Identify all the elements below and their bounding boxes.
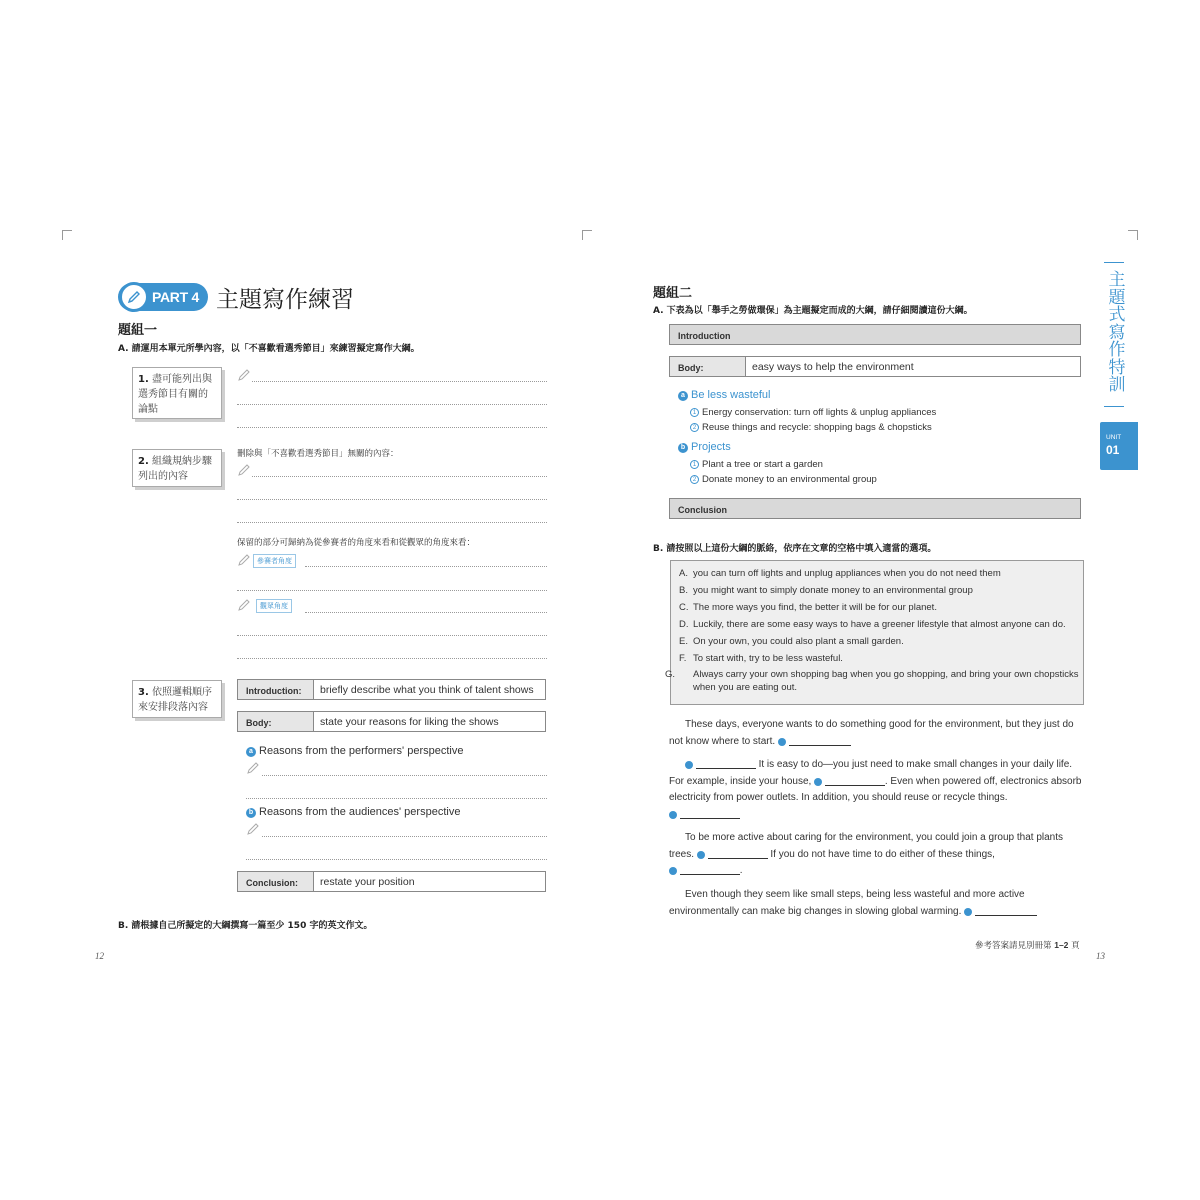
page-number-left: 12 — [95, 951, 104, 961]
step-box-3 — [132, 680, 222, 718]
option-item: D. Luckily, there are some easy ways to have a greener lifestyle that almost anyone can do. — [679, 619, 1066, 630]
pencil-icon — [246, 822, 260, 836]
writing-line[interactable] — [262, 775, 547, 776]
writing-line[interactable] — [246, 859, 547, 860]
crop-mark — [582, 230, 592, 240]
option-item: E. On your own, you could also plant a small garden. — [679, 636, 904, 647]
marker-b: b — [246, 808, 256, 818]
outline-item — [690, 459, 823, 470]
pencil-icon — [237, 598, 251, 612]
pencil-icon — [237, 368, 251, 382]
answer-reference: 參考答案請見別冊第 1–2 頁 — [975, 940, 1080, 951]
marker-b: b — [678, 443, 688, 453]
page-number-right: 13 — [1096, 951, 1105, 961]
writing-line[interactable] — [252, 381, 547, 382]
writing-line[interactable] — [246, 798, 547, 799]
pencil-circle-icon — [119, 282, 149, 312]
head-b-text: Projects — [691, 441, 731, 453]
passage-paragraph-2: 2 It is easy to do—you just need to make small changes in your daily life. For example, inside your house, 3 . Even when powered off, electronics absorb electricity from power outlets. In addition, you should reuse or recycle things. 4 — [669, 759, 1082, 818]
right-conclusion-row — [669, 498, 1081, 519]
pencil-icon — [237, 463, 251, 477]
pencil-icon — [237, 553, 251, 567]
step-box-1 — [132, 367, 222, 419]
options-box — [665, 560, 1084, 705]
outline-item — [690, 407, 936, 418]
option-item: C. The more ways you find, the better it will be for our planet. — [679, 602, 937, 613]
row-label: Conclusion — [678, 505, 727, 515]
item-text: Plant a tree or start a garden — [702, 459, 823, 470]
row-label: Body: — [670, 357, 746, 376]
passage-paragraph-3: To be more active about caring for the environment, you could join a group that plants trees. 5 If you do not have time to do either of these things, 6 . — [669, 832, 1064, 876]
item-number: 1 — [690, 460, 699, 469]
item-number: 2 — [690, 475, 699, 484]
writing-line[interactable] — [237, 658, 547, 659]
pencil-icon — [246, 761, 260, 775]
step-number: 3. — [138, 687, 149, 698]
item-text: Donate money to an environmental group — [702, 474, 877, 485]
row-label: Introduction: — [238, 680, 314, 699]
answer-blank[interactable] — [680, 809, 740, 819]
part-title: 主題寫作練習 — [216, 287, 354, 313]
answer-blank[interactable] — [696, 759, 756, 769]
blank-number: 7 — [964, 908, 972, 916]
instruction-b-right: B. 請按照以上這份大綱的脈絡，依序在文章的空格中填入適當的選項。 — [653, 544, 937, 554]
answer-blank[interactable] — [680, 865, 740, 875]
row-value: restate your position — [320, 876, 415, 888]
blank-number: 1 — [778, 738, 786, 746]
answer-blank[interactable] — [825, 776, 885, 786]
left-conclusion-row — [237, 871, 546, 892]
option-item: G. Always carry your own shopping bag when you go shopping, and bring your own chopsticks when you are eating out. — [665, 669, 1079, 693]
right-introduction-row — [669, 324, 1081, 345]
side-rule — [1104, 262, 1124, 263]
marker-a: a — [678, 391, 688, 401]
crop-mark — [1128, 230, 1138, 240]
group-one-title: 題組一 — [118, 323, 158, 338]
performers-perspective — [246, 745, 463, 757]
row-label: Body: — [238, 712, 314, 731]
writing-line[interactable] — [237, 404, 547, 405]
row-value: briefly describe what you think of talent shows — [320, 684, 534, 696]
option-item: F. To start with, try to be less wasteful. — [679, 653, 843, 664]
writing-line[interactable] — [252, 476, 547, 477]
row-label: Conclusion: — [238, 872, 314, 891]
writing-line[interactable] — [305, 566, 547, 567]
audience-perspective-tag: 觀眾角度 — [256, 599, 292, 613]
step-text: 盡可能列出與選秀節目有關的論點 — [138, 374, 212, 415]
writing-line[interactable] — [237, 522, 547, 523]
audiences-perspective — [246, 806, 460, 818]
writing-line[interactable] — [237, 635, 547, 636]
writing-line[interactable] — [237, 590, 547, 591]
keep-instruction: 保留的部分可歸納為從參賽者的角度來看和從觀眾的角度來看： — [237, 538, 476, 548]
outline-head-a — [678, 389, 770, 401]
step-text: 組織規納步驟列出的內容 — [138, 456, 212, 482]
writing-line[interactable] — [305, 612, 547, 613]
unit-number: 01 — [1106, 443, 1120, 457]
blank-number: 3 — [814, 778, 822, 786]
outline-item — [690, 474, 877, 485]
marker-a: a — [246, 747, 256, 757]
item-number: 2 — [690, 423, 699, 432]
blank-number: 2 — [685, 761, 693, 769]
option-item: A. you can turn off lights and unplug appliances when you do not need them — [679, 568, 1001, 579]
side-title: 主題式寫作特訓 — [1108, 270, 1126, 395]
row-value: state your reasons for liking the shows — [320, 716, 499, 728]
side-rule — [1104, 406, 1124, 407]
instruction-a-right: A. 下表為以「舉手之勞做環保」為主題擬定而成的大綱，請仔細閱讀這份大綱。 — [653, 306, 973, 316]
passage-paragraph-1: These days, everyone wants to do something good for the environment, but they just do not know where to start. 1 — [669, 719, 1074, 747]
point-b-text: Reasons from the audiences' perspective — [259, 806, 461, 818]
outline-item — [690, 422, 932, 433]
writing-line[interactable] — [237, 427, 547, 428]
writing-line[interactable] — [262, 836, 547, 837]
instruction-b-left: B. 請根據自己所擬定的大綱撰寫一篇至少 150 字的英文作文。 — [118, 921, 373, 931]
answer-blank[interactable] — [975, 906, 1037, 916]
contestant-perspective-tag: 參賽者角度 — [253, 554, 296, 568]
passage-paragraph-4: Even though they seem like small steps, being less wasteful and more active environmentally can make big changes in slowing global warming. 7 — [669, 887, 1083, 920]
part-badge — [118, 283, 208, 311]
row-label: Introduction — [678, 331, 731, 341]
delete-instruction: 刪除與「不喜歡看選秀節目」無關的內容： — [237, 449, 399, 459]
answer-blank[interactable] — [789, 736, 851, 746]
option-item: B. you might want to simply donate money to an environmental group — [679, 585, 973, 596]
instruction-a-left: A. 請運用本單元所學內容，以「不喜歡看選秀節目」來練習擬定寫作大綱。 — [118, 344, 420, 354]
item-text: Energy conservation: turn off lights & unplug appliances — [702, 407, 937, 418]
group-two-title: 題組二 — [653, 286, 693, 301]
item-number: 1 — [690, 408, 699, 417]
step-text: 依照邏輯順序來安排段落內容 — [138, 687, 212, 713]
blank-number: 4 — [669, 811, 677, 819]
writing-line[interactable] — [237, 499, 547, 500]
right-body-row — [669, 356, 1081, 377]
unit-tab — [1100, 422, 1138, 470]
answer-blank[interactable] — [708, 849, 768, 859]
row-value: easy ways to help the environment — [752, 361, 914, 373]
step-number: 1. — [138, 374, 149, 385]
crop-mark — [62, 230, 72, 240]
part-label: PART 4 — [152, 289, 199, 305]
point-a-text: Reasons from the performers' perspective — [259, 745, 464, 757]
unit-label: UNIT — [1106, 434, 1122, 441]
step-box-2 — [132, 449, 222, 487]
left-body-row — [237, 711, 546, 732]
left-introduction-row — [237, 679, 546, 700]
head-a-text: Be less wasteful — [691, 389, 771, 401]
blank-number: 5 — [697, 851, 705, 859]
outline-head-b — [678, 441, 731, 453]
blank-number: 6 — [669, 867, 677, 875]
item-text: Reuse things and recycle: shopping bags & chopsticks — [702, 422, 932, 433]
step-number: 2. — [138, 456, 149, 467]
